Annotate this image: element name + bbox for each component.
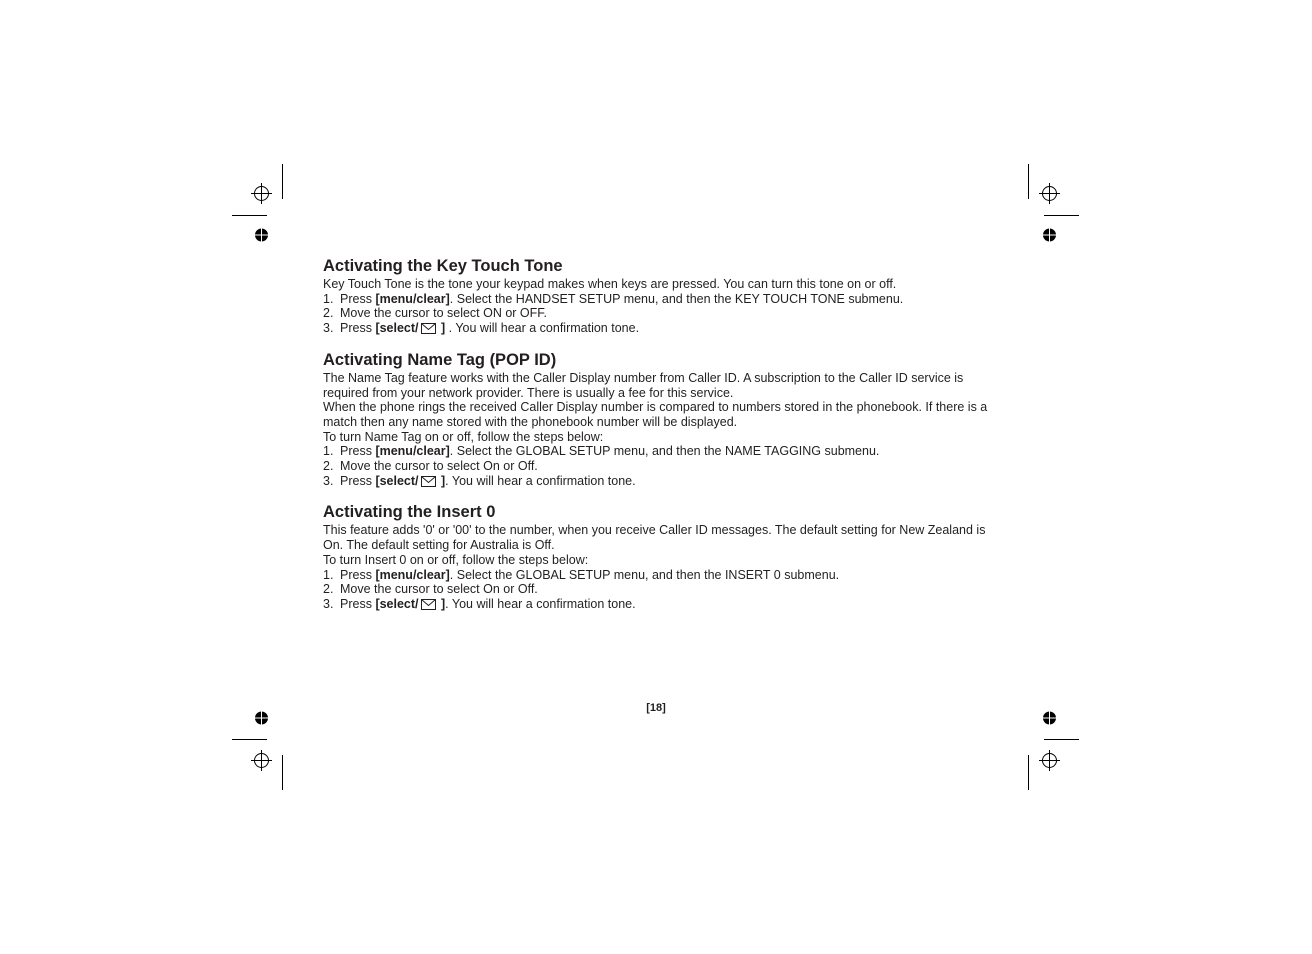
step-item	[323, 597, 993, 612]
registration-mark-icon	[251, 750, 272, 771]
step-number: 2.	[323, 306, 334, 321]
step-text: Press [menu/clear]. Select the GLOBAL SETUP menu, and then the NAME TAGGING submenu.	[340, 444, 880, 459]
section-paragraph: To turn Insert 0 on or off, follow the steps below:	[323, 552, 589, 567]
key-label-end: ]	[437, 596, 446, 611]
page-content	[323, 256, 993, 612]
step-number: 3.	[323, 473, 334, 488]
section-paragraph: Key Touch Tone is the tone your keypad makes when keys are pressed. You can turn this tone on or off.	[323, 277, 897, 291]
envelope-icon	[421, 323, 436, 334]
step-text: Press [select/ ] . You will hear a confirmation tone.	[340, 321, 640, 336]
step-number: 1.	[323, 567, 334, 582]
key-label: [select/	[375, 596, 419, 611]
step-number: 2.	[323, 459, 334, 474]
step-item	[323, 568, 993, 583]
section-paragraph: This feature adds '0' or '00' to the number, when you receive Caller ID messages. The default setting for New Zealand is On. The default setting for Australia is Off.	[323, 523, 986, 553]
section-heading: Activating the Key Touch Tone	[323, 257, 563, 275]
registration-mark-icon	[1039, 183, 1060, 204]
envelope-icon	[421, 476, 436, 487]
registration-dot-icon	[1042, 228, 1057, 242]
page-number: [18]	[646, 702, 666, 714]
crop-mark-top-left	[232, 164, 283, 216]
crop-mark-top-right	[1029, 164, 1080, 216]
key-label: [select/	[375, 321, 419, 336]
step-text: Move the cursor to select ON or OFF.	[340, 306, 548, 321]
section-name-tag	[323, 350, 993, 489]
key-label-end: ]	[437, 321, 446, 336]
key-label: [menu/clear]	[375, 291, 450, 306]
step-item	[323, 474, 993, 489]
registration-mark-icon	[251, 183, 272, 204]
step-item	[323, 444, 993, 459]
section-paragraph: The Name Tag feature works with the Caller Display number from Caller ID. A subscription to the Caller ID service is required from your network provider. There is usually a fee for this service.	[323, 370, 964, 400]
step-text: Press [select/ ]. You will hear a confirmation tone.	[340, 596, 636, 611]
step-text: Press [menu/clear]. Select the HANDSET SETUP menu, and then the KEY TOUCH TONE submenu.	[340, 291, 904, 306]
key-label-end: ]	[437, 473, 446, 488]
step-number: 3.	[323, 321, 334, 336]
step-item	[323, 292, 993, 307]
registration-dot-icon	[254, 228, 269, 242]
key-label: [menu/clear]	[375, 444, 450, 459]
step-text: Move the cursor to select On or Off.	[340, 459, 538, 474]
section-paragraph: When the phone rings the received Caller Display number is compared to numbers stored in the phonebook. If there is a match then any name stored with the phonebook number will be displayed.	[323, 400, 988, 429]
registration-mark-icon	[1039, 750, 1060, 771]
step-item	[323, 321, 993, 336]
step-number: 1.	[323, 291, 334, 306]
step-item	[323, 459, 993, 474]
step-number: 3.	[323, 596, 334, 611]
step-text: Move the cursor to select On or Off.	[340, 582, 538, 597]
section-insert-0	[323, 502, 993, 611]
step-number: 1.	[323, 444, 334, 459]
section-paragraph: To turn Name Tag on or off, follow the steps below:	[323, 429, 604, 444]
crop-mark-bottom-left	[232, 740, 283, 791]
steps-list	[323, 568, 993, 612]
key-label: [menu/clear]	[375, 567, 450, 582]
section-key-touch-tone	[323, 256, 993, 336]
steps-list	[323, 444, 993, 488]
crop-mark-bottom-right	[1029, 740, 1080, 791]
step-text: Press [menu/clear]. Select the GLOBAL SETUP menu, and then the INSERT 0 submenu.	[340, 567, 840, 582]
section-heading: Activating Name Tag (POP ID)	[323, 350, 557, 369]
step-number: 2.	[323, 582, 334, 597]
envelope-icon	[421, 599, 436, 610]
steps-list	[323, 292, 993, 336]
step-item	[323, 306, 993, 321]
section-heading: Activating the Insert 0	[323, 503, 496, 522]
step-text: Press [select/ ]. You will hear a confirmation tone.	[340, 473, 636, 488]
key-label: [select/	[375, 473, 419, 488]
step-item	[323, 582, 993, 597]
